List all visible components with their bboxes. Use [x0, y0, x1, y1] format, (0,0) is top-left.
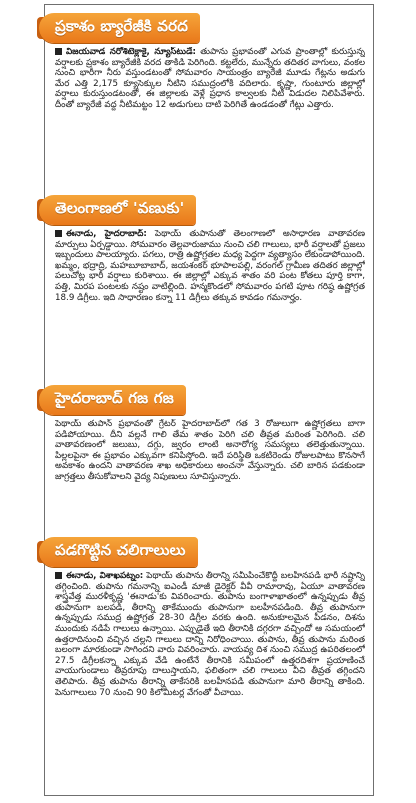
lead-bullet-icon	[55, 572, 62, 579]
headline-text: తెలంగాణలో 'వణుకు'	[55, 199, 185, 217]
article-dateline: ఈనాడు, హైదరాబాద్:	[66, 229, 147, 239]
headline-banner	[39, 537, 373, 567]
lead-bullet-icon	[55, 48, 62, 55]
article-text: తుపాను ప్రభావంతో ఎగువ ప్రాంతాల్లో కురుస్తున్న వర్షాలకు ప్రకాశం బ్యారేజీకి వరద తాకిడి పెరిగింది. కట్టలేరు, మున్నేరు తదితర వాగులు, వంకల నుంచి భారీగా నీరు వస్తుండటంతో సోమవారం సాయంత్రం బ్యారేజీ మూడు గేట్లను అడుగు మేర ఎత్తి 2,175 క్యూసెక్కుల నీటిని సముద్రంలోకి వదిలారు. కృష్ణా, గుంటూరు జిల్లాల్లో వర్షాలు కురుస్తుండటంతో, ఈ జిల్లాలకు వెళ్లే ప్రధాన కాల్వలకు నీటి విడుదల నిలిపివేశారు. దీంతో బ్యారేజీ వద్ద నీటిమట్టం 12 అడుగులు దాటి పెరిగితే ఉండడంతో గేట్లు ఎత్తారు.	[55, 47, 365, 110]
headline-text: ప్రకాశం బ్యారేజీకి వరద	[55, 17, 189, 35]
article-text: పెథాయ్ తుపానుతో తెలంగాణలో అసాధారణ వాతావరణ మార్పులు ఏర్పడ్డాయి. సోమవారం తెల్లవారుజాము నుంచి చలి గాలులు, భారీ వర్షాలతో ప్రజలు ఇబ్బందులు పాలయ్యారు. పగలు, రాత్రి ఉష్ణోగ్రతల మధ్య పెద్దగా వ్యత్యాసం లేకుండాపోయింది. ఖమ్మం, భద్రాద్రి, మహబూబాబాద్, జయశంకర్ భూపాలపల్లి, వరంగల్ గ్రామీణ తదితర జిల్లాల్లో పలుచోట్ల భారీ వర్షాలు కురిశాయి. ఈ జిల్లాల్లో ఎక్కువ శాతం వరి పంట కోతలు పూర్తి కాగా, పత్తి, మిరప పంటలకు నష్టం వాటిల్లింది. హన్మకొండలో సోమవారం పగటి పూట గరిష్ఠ ఉష్ణోగ్రత 18.9 డిగ్రీలు. ఇది సాధారణం కన్నా 11 డిగ్రీలు తక్కువ కావడం గమనార్హం.	[55, 229, 365, 303]
headline-text: హైదరాబాద్ గజ గజ	[55, 389, 174, 407]
headline-tag	[39, 537, 198, 567]
article-body	[55, 571, 365, 803]
headline-banner	[39, 385, 373, 415]
headline-text: పడగొట్టిన చలిగాలులు	[55, 541, 186, 559]
article-dateline: విజయవాడ నరోశిటెక్లాకై, న్యూస్‌టుడే:	[66, 47, 196, 57]
headline-tag	[39, 385, 186, 415]
article-cold-winds	[45, 537, 373, 803]
headline-tag	[39, 195, 196, 225]
article-telangana-shiver	[45, 195, 373, 377]
headline-tag	[39, 13, 200, 43]
article-text: పెథాయ్ తుపాను తీరాన్ని సమీపించేకొద్దీ బలహీనపడి భారీ నష్టాన్ని తగ్గించింది. తుపాను గమనాన్ని ఐఎండీ మాజీ డైరెక్టర్ వీవీ రామారావు, ఏయూ వాతావరణ శాస్త్రవేత్త మురళీకృష్ణ 'ఈనాడు'కు వివరించారు. తుపాను బంగాళాఖాతంలో ఉన్నప్పుడు తీవ్ర తుపానుగా బలపడి, తీరాన్ని తాకేముందు తుపానుగా బలహీనపడింది. తీవ్ర తుపానుగా ఉన్నప్పుడు సముద్ర ఉష్ణోగ్రత 28-30 డిగ్రీల వరకు ఉంది. అనుకూలమైన పీడనం, దిశను ముందుకు నడిపే గాలులు ఉన్నాయి. ఎప్పుడైతే ఇది తీరానికి దగ్గరగా వచ్చిందో ఆ సమయంలో ఉత్తరాదినుంచి వచ్చిన చల్లని గాలులు దాన్ని నిరోధించాయి. తుపాను, తీవ్ర తుపాను మరింత బలంగా మారకుండా సాగిందని వారు వివరించారు. వాయవ్య దిశ నుంచి సముద్ర ఉపరితలంలో 27.5 డిగ్రీలకన్నా ఎక్కువ వేడి ఉంటేనే తీరానికి సమీపంలో ఉత్తరదిశగా ప్రయాణించే వాయుగుండాలు తీవ్రరూపు దాలుస్తాయని, ఫలితంగా చలి గాలులు వీచి తీవ్రత తగ్గిందని తెలిపారు. తీవ్ర తుపాను తీరాన్ని తాకేసరికి బలహీనపడి తుపానుగా మారి తీరాన్ని తాకింది. పెనుగాలులు 70 నుంచి 90 కిలోమీటర్ల వేగంతో వీచాయి.	[55, 571, 365, 698]
article-dateline: ఈనాడు, విశాఖపట్నం:	[66, 571, 144, 581]
headline-banner	[39, 195, 373, 225]
article-text: పెథాయ్ తుపాన్ ప్రభావంతో గ్రేటర్ హైదరాబాద్‌లో గత 3 రోజులుగా ఉష్ణోగ్రతలు బాగా పడిపోయాయి. దీని వల్లనే గాలి తేమ శాతం పెరిగి చలి తీవ్రత మరింత పెరిగింది. చలి వాతావరణంలో జలుబు, దగ్గు, జ్వరం లాంటి అనారోగ్య సమస్యలు తలెత్తుతున్నాయి. పిల్లలపైనా ఈ ప్రభావం ఎక్కువగా కనిపిస్తోంది. ఇదే పరిస్థితి ఒకటిరెండు రోజులపాటు కొనసాగే అవకాశం ఉందని వాతావరణ శాఖ అధికారులు అంచనా వేస్తున్నారు. చలి బారిన పడకుండా జాగ్రత్తలు తీసుకోవాలని వైద్య నిపుణులు సూచిస్తున్నారు.	[55, 419, 365, 482]
article-body	[55, 419, 365, 529]
article-hyderabad-cold	[45, 385, 373, 529]
lead-bullet-icon	[55, 230, 62, 237]
headline-banner	[39, 13, 373, 43]
article-prakasam-barrage	[45, 13, 373, 187]
article-body	[55, 47, 365, 187]
article-body	[55, 229, 365, 377]
newspaper-clipping	[44, 4, 374, 796]
